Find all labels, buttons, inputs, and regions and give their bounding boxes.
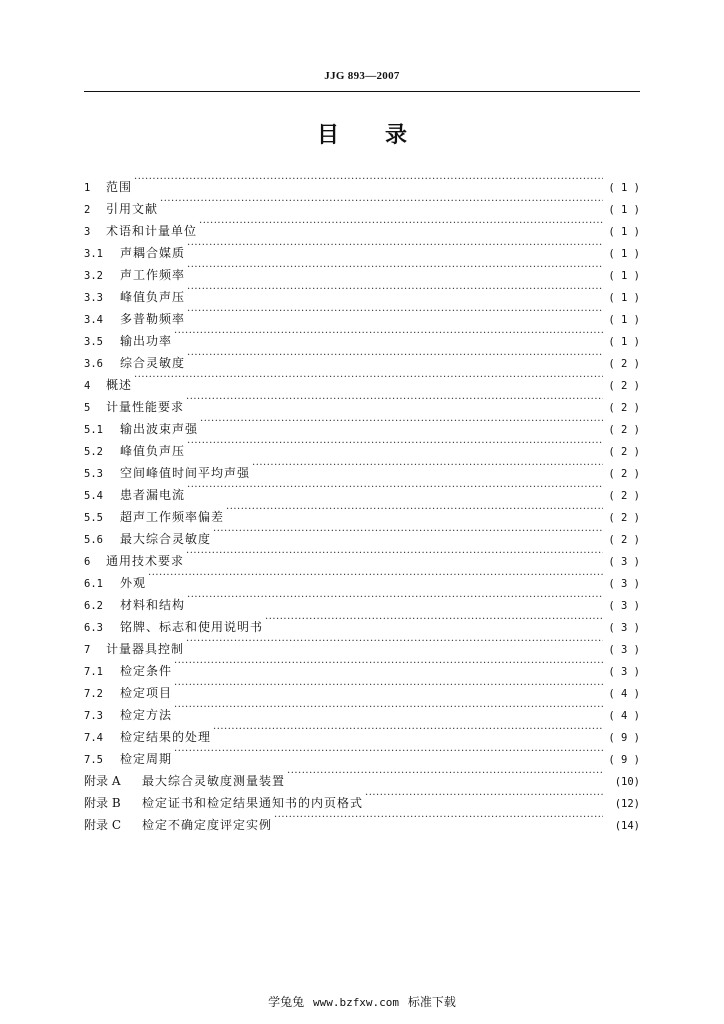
- toc-entry-page: ( 3 ): [608, 622, 640, 634]
- toc-entry-label: 峰值负声压: [120, 444, 186, 458]
- toc-entry[interactable]: [84, 587, 640, 612]
- toc-entry-page: ( 2 ): [608, 534, 640, 546]
- toc-entry-number: 7.5: [84, 754, 103, 766]
- toc-entry-number: 7.2: [84, 688, 103, 700]
- toc-dot-leader: [186, 389, 603, 411]
- toc-entry-label: 通用技术要求: [106, 554, 185, 568]
- toc-entry-label: 引用文献: [106, 202, 159, 216]
- toc-entry-page: (14): [614, 820, 640, 832]
- footer-tagline: 标准下载: [407, 995, 456, 1009]
- toc-dot-leader: [186, 543, 603, 565]
- toc-dot-leader: [186, 631, 603, 653]
- toc-entry-number: 5.5: [84, 512, 103, 524]
- toc-dot-leader: [226, 499, 603, 521]
- toc-dot-leader: [160, 191, 603, 213]
- toc-entry-number: 附录 B: [84, 796, 121, 810]
- toc-entry-page: ( 9 ): [608, 732, 640, 744]
- toc-entry-label: 输出波束声强: [120, 422, 199, 436]
- toc-entry-page: ( 3 ): [608, 644, 640, 656]
- toc-entry-label: 声耦合媒质: [120, 246, 186, 260]
- toc-entry-number: 3.2: [84, 270, 103, 282]
- toc-entry-page: ( 2 ): [608, 424, 640, 436]
- toc-entry-label: 范围: [106, 180, 133, 194]
- toc-entry-label: 最大综合灵敏度测量装置: [142, 774, 286, 788]
- toc-dot-leader: [174, 323, 603, 345]
- toc-entry-page: ( 3 ): [608, 556, 640, 568]
- toc-dot-leader: [134, 367, 603, 389]
- toc-dot-leader: [187, 433, 603, 455]
- toc-entry-label: 检定证书和检定结果通知书的内页格式: [142, 796, 364, 810]
- toc-dot-leader: [148, 565, 603, 587]
- toc-entry-number: 2: [84, 204, 91, 216]
- toc-dot-leader: [265, 609, 603, 631]
- toc-entry-page: ( 1 ): [608, 270, 640, 282]
- footer-site-url[interactable]: www.bzfxw.com: [312, 996, 400, 1009]
- toc-entry-number: 4: [84, 380, 91, 392]
- toc-entry-number: 5.2: [84, 446, 103, 458]
- toc-entry-number: 5.6: [84, 534, 103, 546]
- toc-entry-page: (10): [614, 776, 640, 788]
- toc-entry-page: ( 1 ): [608, 292, 640, 304]
- toc-dot-leader: [200, 411, 603, 433]
- toc-entry[interactable]: [84, 169, 640, 194]
- toc-entry-number: 6.2: [84, 600, 103, 612]
- toc-entry-number: 6.3: [84, 622, 103, 634]
- toc-entry-number: 3.3: [84, 292, 103, 304]
- toc-entry-label: 输出功率: [120, 334, 173, 348]
- toc-entry-number: 7: [84, 644, 91, 656]
- toc-dot-leader: [174, 741, 603, 763]
- toc-entry-label: 超声工作频率偏差: [120, 510, 225, 524]
- toc-entry-number: 7.4: [84, 732, 103, 744]
- toc-dot-leader: [252, 455, 603, 477]
- toc-entry-label: 概述: [106, 378, 133, 392]
- toc-dot-leader: [187, 587, 603, 609]
- toc-dot-leader: [174, 653, 603, 675]
- toc-entry-page: ( 2 ): [608, 380, 640, 392]
- toc-entry-page: ( 1 ): [608, 314, 640, 326]
- toc-entry-page: ( 2 ): [608, 468, 640, 480]
- toc-entry-label: 计量性能要求: [106, 400, 185, 414]
- toc-entry-page: ( 3 ): [608, 578, 640, 590]
- toc-entry-number: 5.1: [84, 424, 103, 436]
- toc-dot-leader: [187, 477, 603, 499]
- toc-dot-leader: [199, 213, 603, 235]
- toc-entry-page: ( 9 ): [608, 754, 640, 766]
- toc-entry-label: 声工作频率: [120, 268, 186, 282]
- toc-entry-label: 检定结果的处理: [120, 730, 212, 744]
- toc-entry[interactable]: [84, 389, 640, 414]
- toc-entry-label: 检定不确定度评定实例: [142, 818, 273, 832]
- toc-entry-number: 5.3: [84, 468, 103, 480]
- toc-entry-label: 检定项目: [120, 686, 173, 700]
- toc-entry[interactable]: [84, 213, 640, 238]
- toc-entry-page: ( 2 ): [608, 512, 640, 524]
- toc-entry[interactable]: [84, 565, 640, 590]
- toc-entry-page: (12): [614, 798, 640, 810]
- table-of-contents: [84, 169, 640, 832]
- toc-dot-leader: [187, 345, 603, 367]
- toc-entry-number: 附录 C: [84, 818, 121, 832]
- toc-entry-page: ( 3 ): [608, 600, 640, 612]
- toc-entry-label: 铭牌、标志和使用说明书: [120, 620, 264, 634]
- header-divider: [84, 91, 640, 92]
- toc-dot-leader: [365, 785, 603, 807]
- toc-dot-leader: [134, 169, 603, 191]
- toc-entry-number: 3.1: [84, 248, 103, 260]
- toc-entry-label: 最大综合灵敏度: [120, 532, 212, 546]
- toc-entry-page: ( 1 ): [608, 248, 640, 260]
- toc-entry-number: 7.1: [84, 666, 103, 678]
- toc-dot-leader: [174, 697, 603, 719]
- toc-entry[interactable]: [84, 191, 640, 216]
- toc-entry-page: ( 1 ): [608, 204, 640, 216]
- toc-entry-label: 峰值负声压: [120, 290, 186, 304]
- toc-dot-leader: [213, 719, 603, 741]
- standard-code-header: JJG 893—2007: [324, 70, 400, 82]
- toc-entry-page: ( 2 ): [608, 446, 640, 458]
- toc-entry-label: 外观: [120, 576, 147, 590]
- toc-entry-label: 空间峰值时间平均声强: [120, 466, 251, 480]
- toc-entry-number: 1: [84, 182, 91, 194]
- toc-entry-number: 3.4: [84, 314, 103, 326]
- toc-dot-leader: [274, 807, 603, 829]
- toc-entry-number: 6: [84, 556, 91, 568]
- toc-entry-page: ( 2 ): [608, 358, 640, 370]
- footer-site-name: 学兔兔: [268, 995, 305, 1009]
- toc-dot-leader: [187, 257, 603, 279]
- toc-entry-label: 多普勒频率: [120, 312, 186, 326]
- toc-entry-number: 5.4: [84, 490, 103, 502]
- toc-dot-leader: [287, 763, 603, 785]
- toc-entry-page: ( 1 ): [608, 336, 640, 348]
- toc-entry-label: 检定周期: [120, 752, 173, 766]
- toc-entry-page: ( 1 ): [608, 226, 640, 238]
- toc-entry-page: ( 4 ): [608, 710, 640, 722]
- toc-entry-label: 综合灵敏度: [120, 356, 186, 370]
- toc-dot-leader: [213, 521, 603, 543]
- toc-entry-number: 7.3: [84, 710, 103, 722]
- toc-entry-label: 计量器具控制: [106, 642, 185, 656]
- toc-entry-number: 附录 A: [84, 774, 121, 788]
- toc-dot-leader: [187, 301, 603, 323]
- toc-entry-page: ( 1 ): [608, 182, 640, 194]
- toc-entry-label: 检定条件: [120, 664, 173, 678]
- toc-entry-label: 材料和结构: [120, 598, 186, 612]
- toc-entry-number: 6.1: [84, 578, 103, 590]
- toc-entry-label: 患者漏电流: [120, 488, 186, 502]
- toc-entry-page: ( 4 ): [608, 688, 640, 700]
- toc-dot-leader: [187, 279, 603, 301]
- toc-entry-number: 3.5: [84, 336, 103, 348]
- toc-entry-number: 3: [84, 226, 91, 238]
- toc-entry-page: ( 2 ): [608, 490, 640, 502]
- toc-dot-leader: [174, 675, 603, 697]
- toc-entry-label: 检定方法: [120, 708, 173, 722]
- toc-entry[interactable]: [84, 367, 640, 392]
- toc-entry-label: 术语和计量单位: [106, 224, 198, 238]
- toc-entry-number: 3.6: [84, 358, 103, 370]
- footer: [0, 993, 724, 1010]
- toc-entry-number: 5: [84, 402, 91, 414]
- toc-entry-page: ( 3 ): [608, 666, 640, 678]
- toc-entry-page: ( 2 ): [608, 402, 640, 414]
- page-title: 目录: [316, 123, 453, 148]
- toc-dot-leader: [187, 235, 603, 257]
